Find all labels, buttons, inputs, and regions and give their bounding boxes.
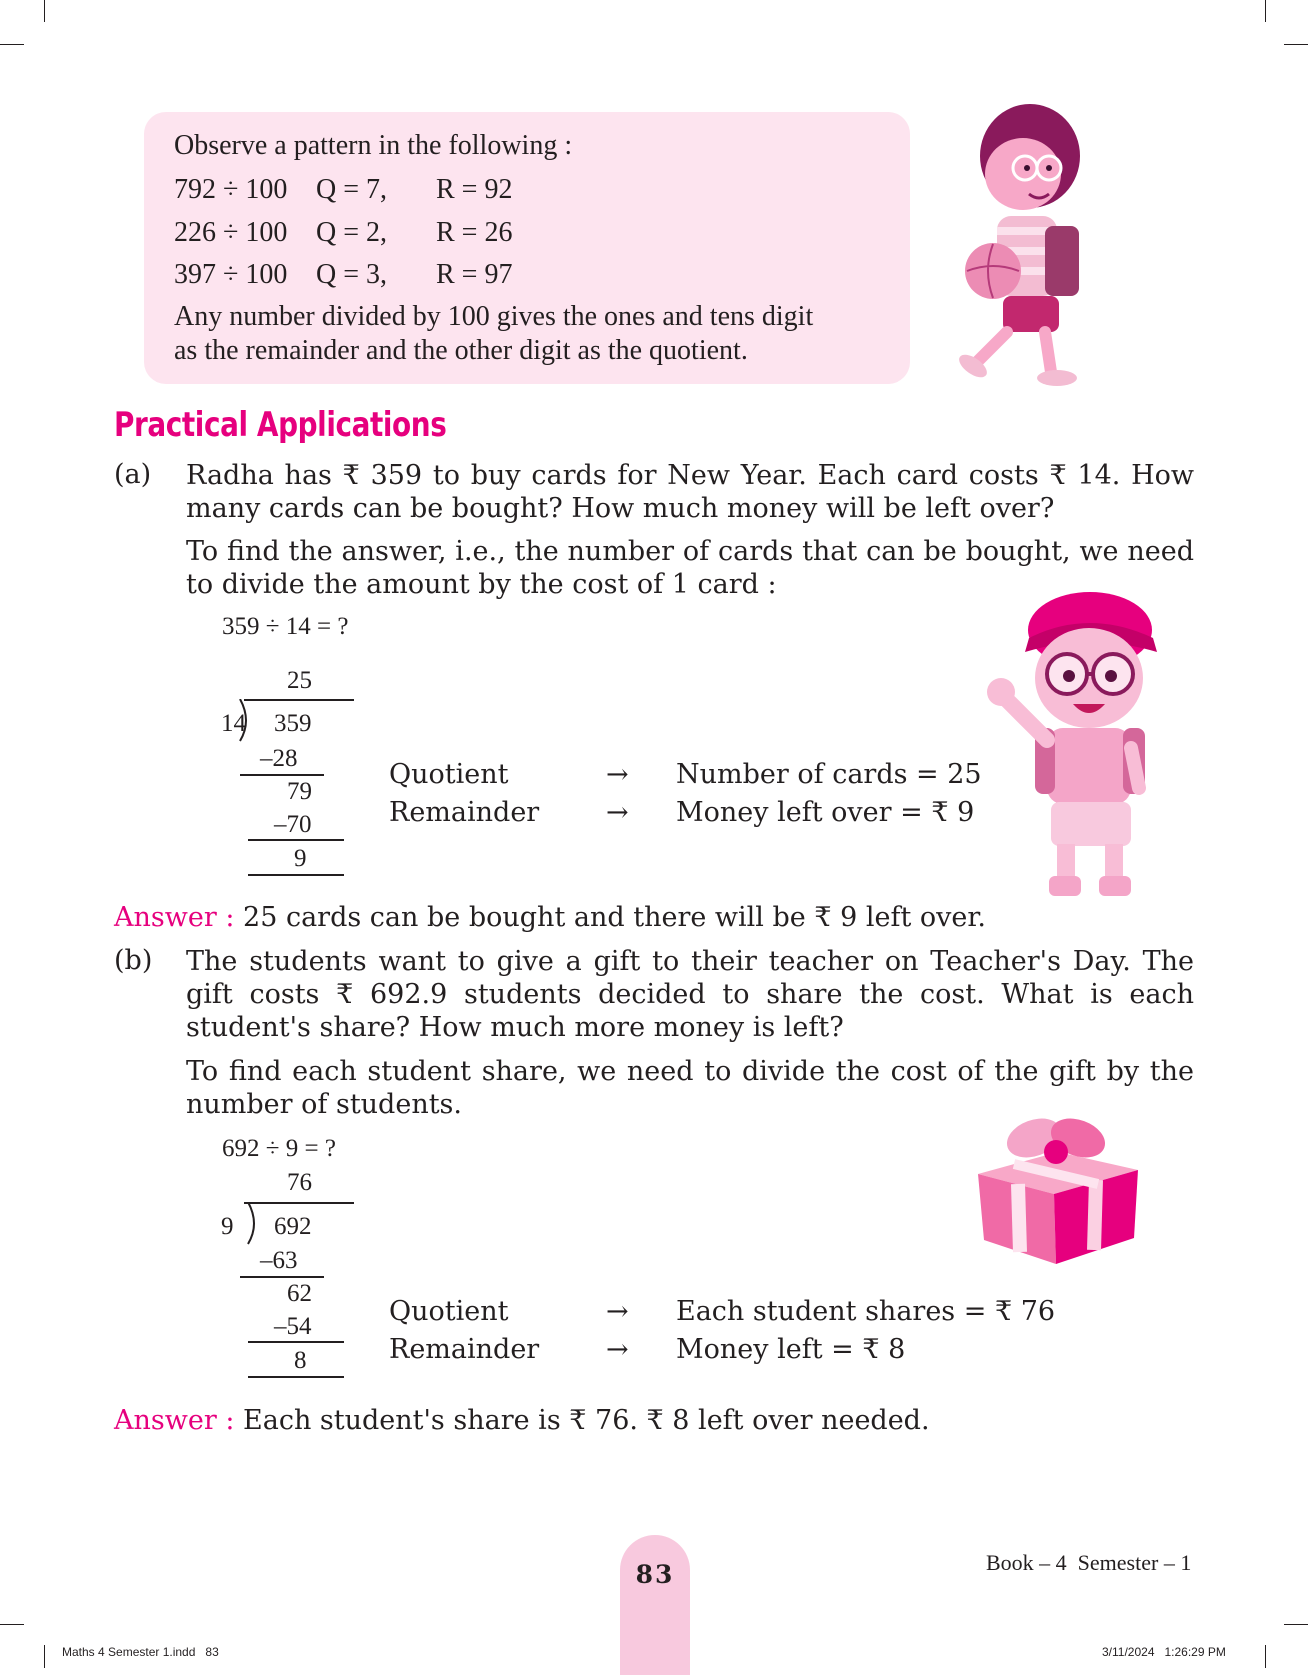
footer-file: Maths 4 Semester 1.indd 83 xyxy=(62,1645,219,1659)
remainder: 8 xyxy=(294,1347,307,1374)
book-info: Book – 4 Semester – 1 xyxy=(986,1550,1192,1575)
divisor: 14 xyxy=(221,710,246,737)
result-term: Quotient xyxy=(389,1296,509,1327)
pattern-row-q: Q = 7, xyxy=(316,174,388,205)
answer-row xyxy=(114,902,986,933)
divisor: 9 xyxy=(221,1213,234,1240)
crop-mark xyxy=(0,44,24,45)
pattern-row-expr: 397 ÷ 100 xyxy=(174,259,288,290)
pattern-row-q: Q = 2, xyxy=(316,217,388,248)
pattern-row-r: R = 92 xyxy=(436,174,513,205)
dividend: 359 xyxy=(274,710,312,737)
division-bar xyxy=(244,1202,354,1204)
footer-datetime: 3/11/2024 1:26:29 PM xyxy=(1102,1645,1226,1659)
crop-mark xyxy=(1284,1624,1308,1625)
result-arrow: → xyxy=(606,759,629,790)
answer-text: Each student's share is ₹ 76. ₹ 8 left over needed. xyxy=(243,1405,930,1436)
result-term: Remainder xyxy=(389,1334,540,1365)
answer-text: 25 cards can be bought and there will be ₹ 9 left over. xyxy=(243,902,986,933)
subtraction-step: –54 xyxy=(274,1313,312,1340)
problem-marker: (a) xyxy=(114,459,152,490)
quotient: 76 xyxy=(287,1169,312,1196)
pattern-rule: Any number divided by 100 gives the ones and tens digit xyxy=(174,301,814,332)
result-meaning: Money left over = ₹ 9 xyxy=(676,797,975,828)
dividend: 692 xyxy=(274,1213,312,1240)
answer-label: Answer : xyxy=(114,1405,235,1436)
result-arrow: → xyxy=(606,1334,629,1365)
subtraction-step: –28 xyxy=(260,745,298,772)
problem-question: Radha has ₹ 359 to buy cards for New Year. Each card costs ₹ 14. How many cards can be bought? How much money will be left over? xyxy=(186,460,1194,524)
page-number-tab xyxy=(620,1535,690,1675)
division-bar xyxy=(244,699,354,701)
page-number: 83 xyxy=(635,1560,675,1589)
problem-explanation: To find each student share, we need to divide the cost of the gift by the number of students. xyxy=(186,1056,1194,1120)
partial-remainder: 79 xyxy=(287,778,312,805)
result-meaning: Each student shares = ₹ 76 xyxy=(676,1296,1056,1327)
subtraction-line xyxy=(248,1376,344,1378)
pattern-row-expr: 792 ÷ 100 xyxy=(174,174,288,205)
subtraction-line xyxy=(248,839,344,841)
result-meaning: Money left = ₹ 8 xyxy=(676,1334,906,1365)
result-term: Remainder xyxy=(389,797,540,828)
division-equation: 692 ÷ 9 = ? xyxy=(222,1135,336,1162)
crop-mark xyxy=(1265,0,1266,22)
pattern-row-q: Q = 3, xyxy=(316,259,388,290)
partial-remainder: 62 xyxy=(287,1280,312,1307)
result-arrow: → xyxy=(606,1296,629,1327)
crop-mark xyxy=(1265,1645,1266,1668)
pattern-row-r: R = 97 xyxy=(436,259,513,290)
crop-mark xyxy=(44,1645,45,1668)
answer-row xyxy=(114,1405,930,1436)
subtraction-step: –70 xyxy=(274,811,312,838)
crop-mark xyxy=(1284,44,1308,45)
subtraction-line xyxy=(248,874,344,876)
remainder: 9 xyxy=(294,845,307,872)
problem-explanation: To find the answer, i.e., the number of cards that can be bought, we need to divide the amount by the cost of 1 card : xyxy=(186,536,1194,600)
answer-label: Answer : xyxy=(114,902,235,933)
crop-mark xyxy=(44,0,45,22)
pattern-row-r: R = 26 xyxy=(436,217,513,248)
gift-box-illustration xyxy=(958,1108,1140,1268)
problem-marker: (b) xyxy=(114,945,153,976)
division-equation: 359 ÷ 14 = ? xyxy=(222,613,349,640)
boy-with-ball-illustration xyxy=(945,96,1105,396)
pattern-row-expr: 226 ÷ 100 xyxy=(174,217,288,248)
result-meaning: Number of cards = 25 xyxy=(676,759,982,790)
crop-mark xyxy=(0,1624,24,1625)
section-title: Practical Applications xyxy=(114,405,447,445)
waving-boy-illustration xyxy=(975,578,1175,900)
pattern-rule: as the remainder and the other digit as the quotient. xyxy=(174,335,748,366)
subtraction-step: –63 xyxy=(260,1247,298,1274)
subtraction-line xyxy=(248,1341,344,1343)
division-bracket xyxy=(246,1202,260,1246)
result-arrow: → xyxy=(606,797,629,828)
quotient: 25 xyxy=(287,667,312,694)
pattern-intro: Observe a pattern in the following : xyxy=(174,130,573,161)
subtraction-line xyxy=(240,1276,324,1278)
problem-question: The students want to give a gift to their teacher on Teacher's Day. The gift costs ₹ 692.9 students decided to share the cost. What is each student's share? How much more money is left? xyxy=(186,946,1194,1043)
result-term: Quotient xyxy=(389,759,509,790)
subtraction-line xyxy=(240,774,324,776)
